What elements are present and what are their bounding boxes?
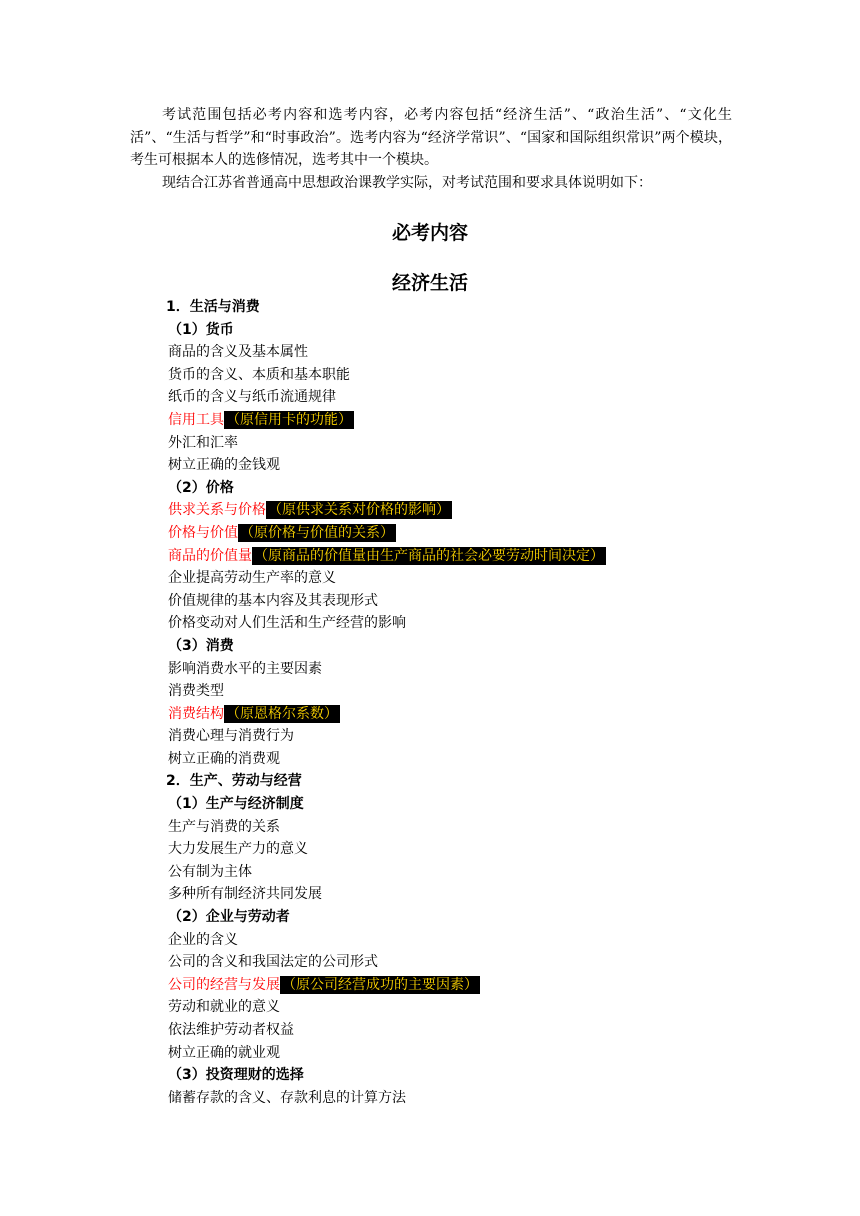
outline-item: 货币的含义、本质和基本职能: [168, 366, 350, 383]
revised-topic: 消费结构: [168, 705, 224, 722]
outline-item: 树立正确的金钱观: [168, 457, 280, 474]
original-topic-note: （原商品的价值量由生产商品的社会必要劳动时间决定）: [254, 547, 604, 564]
outline-item: 树立正确的消费观: [168, 750, 280, 767]
outline-item: 价值规律的基本内容及其表现形式: [168, 592, 378, 609]
revised-topic: 信用工具: [168, 411, 224, 428]
original-topic-note: （原公司经营成功的主要因素）: [282, 976, 478, 993]
outline-item-revised: [168, 545, 768, 568]
outline-item: 企业提高劳动生产率的意义: [168, 570, 336, 587]
subsection-heading: （3）投资理财的选择: [168, 1067, 304, 1084]
outline-item: 多种所有制经济共同发展: [168, 886, 322, 903]
section-title: 必考内容: [391, 222, 468, 244]
subsection-heading: （3）消费: [168, 637, 234, 654]
revised-topic: 价格与价值: [168, 524, 238, 541]
subsection-heading: （1）生产与经济制度: [168, 796, 304, 813]
section-heading: 2．生产、劳动与经营: [166, 773, 302, 790]
outline-item: 纸币的含义与纸币流通规律: [168, 389, 336, 406]
original-topic-note: （原信用卡的功能）: [226, 411, 352, 428]
outline-item: 公司的含义和我国法定的公司形式: [168, 954, 378, 971]
outline-item: 公有制为主体: [168, 863, 252, 880]
outline-item-revised: [168, 522, 768, 545]
subsection-heading: （2）企业与劳动者: [168, 909, 290, 926]
outline-item: 价格变动对人们生活和生产经营的影响: [168, 615, 406, 632]
outline-item: 生产与消费的关系: [168, 818, 280, 835]
outline-item: 劳动和就业的意义: [168, 999, 280, 1016]
outline-item: 外汇和汇率: [168, 434, 238, 451]
outline-item-revised: [168, 703, 768, 726]
revised-topic: 供求关系与价格: [168, 502, 266, 519]
outline-item: 消费类型: [168, 683, 224, 700]
revised-topic: 商品的价值量: [168, 547, 252, 564]
intro-section: [130, 104, 732, 194]
intro-paragraph-2: 现结合江苏省普通高中思想政治课教学实际，对考试范围和要求具体说明如下：: [162, 174, 652, 191]
syllabus-outline: [168, 296, 768, 1109]
intro-paragraph-1: 考试范围包括必考内容和选考内容，必考内容包括“经济生活”、“政治生活”、“文化生活”、“生活与哲学”和“时事政治”。选考内容为“经济学常识”、“国家和国际组织常识”两个模块，考生可根据本人的选修情况，选考其中一个模块。: [130, 107, 732, 168]
section-heading: 1．生活与消费: [166, 299, 260, 315]
outline-item-revised: [168, 499, 768, 522]
outline-item-revised: [168, 974, 768, 997]
outline-item: 企业的含义: [168, 931, 238, 948]
outline-item: 树立正确的就业观: [168, 1044, 280, 1061]
outline-item: 影响消费水平的主要因素: [168, 660, 322, 677]
original-topic-note: （原供求关系对价格的影响）: [268, 502, 450, 519]
module-title: 经济生活: [391, 272, 468, 294]
original-topic-note: （原价格与价值的关系）: [240, 524, 394, 541]
subsection-heading: （2）价格: [168, 479, 234, 496]
outline-item: 依法维护劳动者权益: [168, 1022, 294, 1038]
outline-item: 大力发展生产力的意义: [168, 841, 308, 858]
outline-item-revised: [168, 409, 768, 432]
subsection-heading: （1）货币: [168, 321, 234, 338]
outline-item: 商品的含义及基本属性: [168, 344, 308, 361]
original-topic-note: （原恩格尔系数）: [226, 705, 338, 722]
revised-topic: 公司的经营与发展: [168, 976, 280, 993]
outline-item: 储蓄存款的含义、存款利息的计算方法: [168, 1089, 406, 1106]
outline-item: 消费心理与消费行为: [168, 728, 294, 745]
